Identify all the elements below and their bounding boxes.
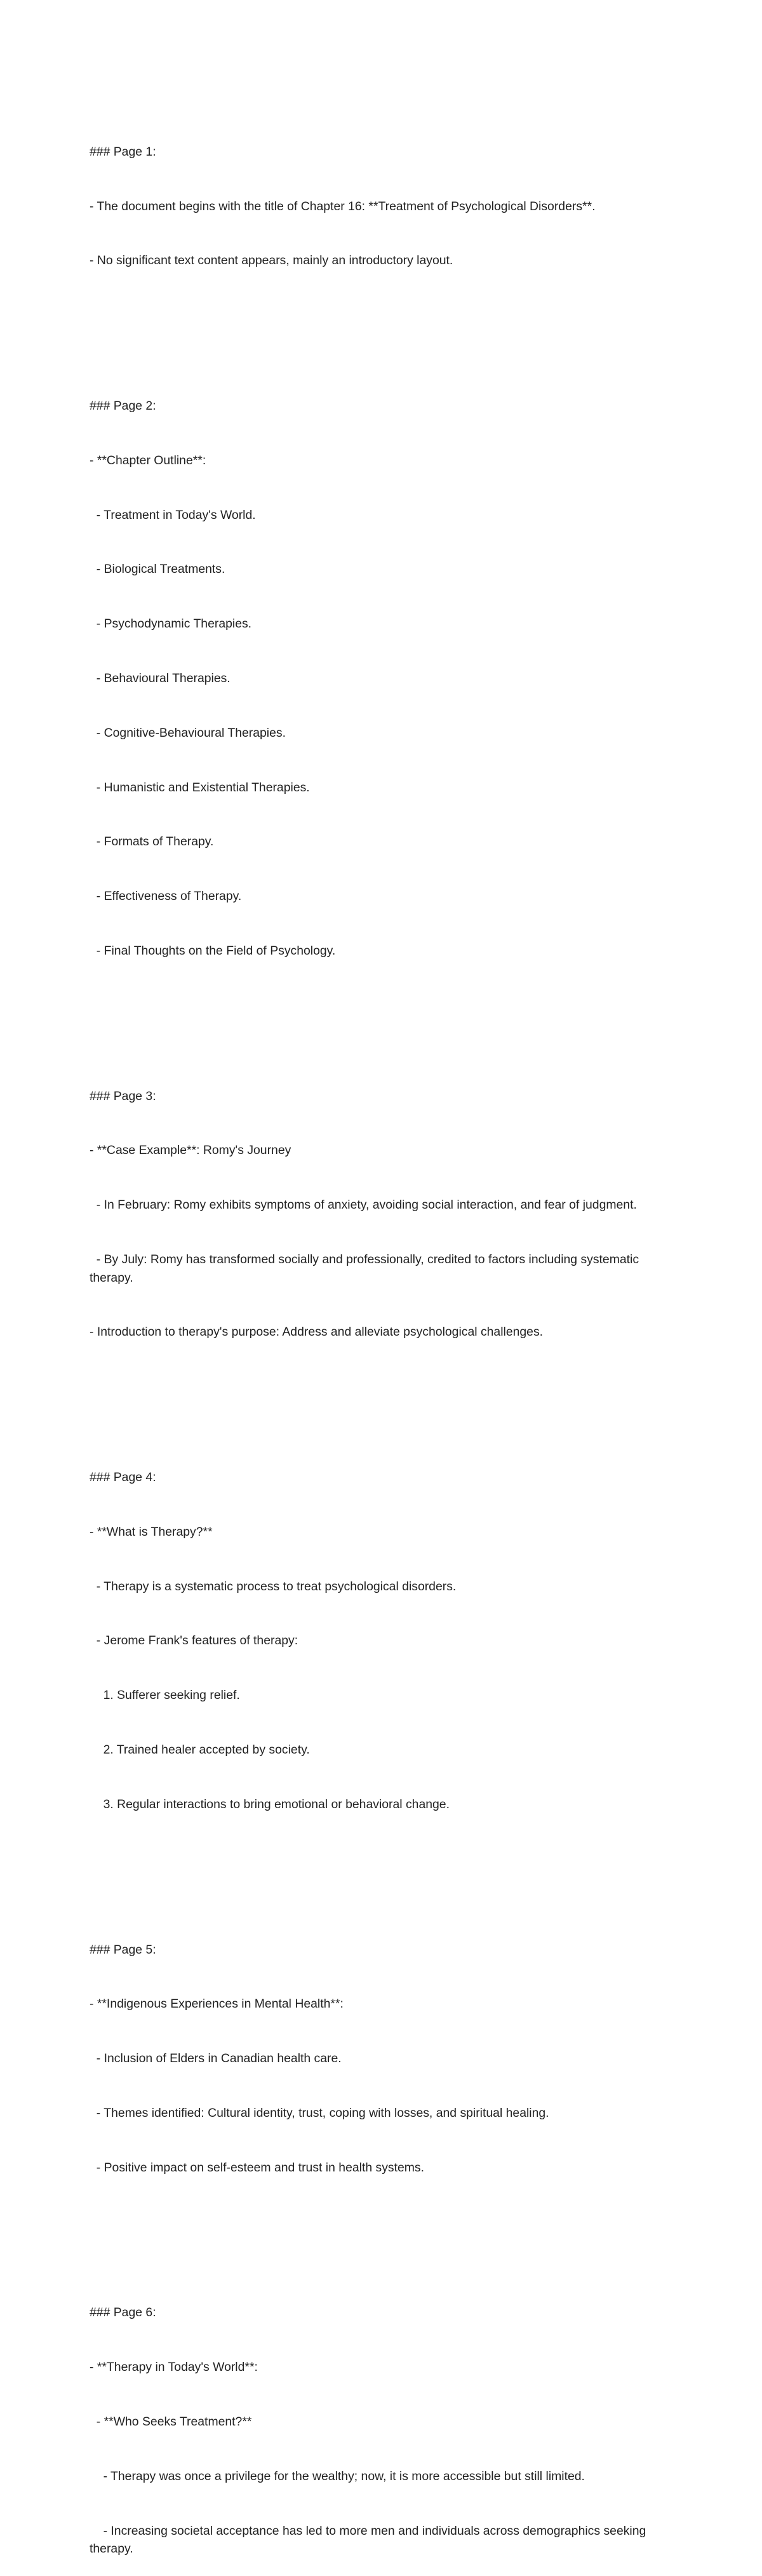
text-line: 1. Sufferer seeking relief.: [90, 1688, 240, 1703]
text-line: - **Therapy in Today's World**:: [90, 2360, 258, 2375]
blank-line: [90, 1378, 674, 1396]
blank-line: [90, 996, 674, 1015]
text-line: - Treatment in Today's World.: [90, 507, 256, 522]
text-line: - Psychodynamic Therapies.: [90, 617, 252, 631]
text-line: - Humanistic and Existential Therapies.: [90, 780, 310, 795]
text-line: - Biological Treatments.: [90, 562, 225, 577]
text-line: - **Who Seeks Treatment?**: [90, 2415, 252, 2429]
section-heading: ### Page 1:: [90, 144, 156, 159]
section-heading: ### Page 6:: [90, 2305, 156, 2320]
text-line: - Formats of Therapy.: [90, 835, 214, 849]
text-line: - Behavioural Therapies.: [90, 671, 231, 685]
text-line: - In February: Romy exhibits symptoms of anxiety, avoiding social interaction, and fear of judgment.: [90, 1198, 637, 1212]
text-line: - The document begins with the title of Chapter 16: **Treatment of Psychological Disorders**.: [90, 199, 596, 213]
section-heading: ### Page 3:: [90, 1089, 156, 1103]
blank-line: [90, 306, 674, 325]
text-line: - No significant text content appears, mainly an introductory layout.: [90, 253, 453, 268]
text-line: - **Chapter Outline**:: [90, 453, 206, 467]
section-heading: ### Page 5:: [90, 1942, 156, 1957]
section-heading: ### Page 4:: [90, 1470, 156, 1485]
text-line: - Therapy is a systematic process to treat psychological disorders.: [90, 1579, 457, 1593]
blank-line: [90, 1850, 674, 1868]
text-line: - Jerome Frank's features of therapy:: [90, 1633, 298, 1648]
text-line: - Positive impact on self-esteem and trust in health systems.: [90, 2160, 425, 2175]
text-line: - Themes identified: Cultural identity, trust, coping with losses, and spiritual healing.: [90, 2105, 549, 2120]
text-line: - By July: Romy has transformed socially and professionally, credited to factors including systematic therapy.: [90, 1252, 643, 1285]
text-line: - **What is Therapy?**: [90, 1524, 213, 1539]
text-line: - Therapy was once a privilege for the wealthy; now, it is more accessible but still limited.: [90, 2469, 585, 2483]
text-line: - Final Thoughts on the Field of Psychology.: [90, 943, 336, 958]
text-line: - Inclusion of Elders in Canadian health care.: [90, 2051, 342, 2066]
text-line: 2. Trained healer accepted by society.: [90, 1743, 310, 1757]
text-line: 3. Regular interactions to bring emotional or behavioral change.: [90, 1797, 450, 1811]
text-line: - Effectiveness of Therapy.: [90, 889, 242, 904]
section-heading: ### Page 2:: [90, 399, 156, 413]
text-line: - Introduction to therapy's purpose: Address and alleviate psychological challenges.: [90, 1325, 544, 1339]
document-page: [90, 88, 674, 2576]
blank-line: [90, 2213, 674, 2231]
text-line: - Cognitive-Behavioural Therapies.: [90, 725, 286, 740]
text-line: - **Case Example**: Romy's Journey: [90, 1143, 291, 1158]
text-line: - **Indigenous Experiences in Mental Health**:: [90, 1997, 344, 2011]
text-line: - Increasing societal acceptance has led to more men and individuals across demographics seeking therapy.: [90, 2523, 650, 2556]
